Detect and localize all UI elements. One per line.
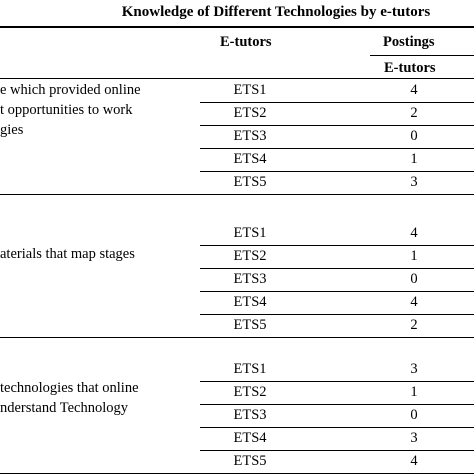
row-rule	[200, 171, 474, 172]
desc-line: technologies that online	[0, 380, 139, 396]
desc-line: e which provided online	[0, 82, 141, 98]
cell-posting-count: 0	[410, 128, 418, 144]
desc-line: nderstand Technology	[0, 400, 128, 416]
row-rule	[200, 314, 474, 315]
top-rule	[0, 26, 474, 28]
row-rule	[200, 245, 474, 246]
group-3-description	[0, 378, 139, 418]
cell-posting-count: 3	[410, 430, 418, 446]
cell-posting-count: 4	[410, 453, 418, 469]
desc-line: t opportunities to work	[0, 102, 133, 118]
cell-posting-count: 4	[410, 294, 418, 310]
cell-posting-count: 1	[410, 248, 418, 264]
group-separator-rule	[0, 337, 474, 338]
cell-etutor: ETS1	[233, 361, 267, 377]
header-etutors: E-tutors	[220, 34, 272, 50]
group-1-description	[0, 80, 141, 140]
cell-etutor: ETS4	[233, 294, 267, 310]
cell-posting-count: 1	[410, 151, 418, 167]
cell-posting-count: 1	[410, 384, 418, 400]
row-rule	[200, 450, 474, 451]
row-rule	[200, 404, 474, 405]
cell-etutor: ETS3	[233, 407, 267, 423]
table-title: Knowledge of Different Technologies by e-tutors	[121, 4, 431, 20]
cell-posting-count: 3	[410, 174, 418, 190]
row-rule	[200, 125, 474, 126]
row-rule	[200, 427, 474, 428]
cell-posting-count: 4	[410, 225, 418, 241]
row-rule	[200, 268, 474, 269]
header-rule	[0, 78, 474, 79]
cell-etutor: ETS3	[233, 271, 267, 287]
cell-etutor: ETS2	[233, 384, 267, 400]
cell-posting-count: 3	[410, 361, 418, 377]
cell-posting-count: 2	[410, 317, 418, 333]
row-rule	[200, 381, 474, 382]
desc-line: aterials that map stages	[0, 246, 135, 262]
cell-etutor: ETS5	[233, 317, 267, 333]
group-separator-rule	[0, 194, 474, 195]
cell-etutor: ETS4	[233, 151, 267, 167]
cell-etutor: ETS3	[233, 128, 267, 144]
row-rule	[200, 291, 474, 292]
cell-etutor: ETS2	[233, 248, 267, 264]
cell-etutor: ETS5	[233, 453, 267, 469]
cell-etutor: ETS2	[233, 105, 267, 121]
header-postings-sub: E-tutors	[384, 60, 436, 76]
cell-posting-count: 2	[410, 105, 418, 121]
cell-etutor: ETS1	[233, 225, 267, 241]
cell-etutor: ETS4	[233, 430, 267, 446]
group-2-description	[0, 244, 135, 264]
row-rule	[200, 102, 474, 103]
cell-posting-count: 0	[410, 271, 418, 287]
cell-posting-count: 4	[410, 82, 418, 98]
desc-line: gies	[0, 122, 24, 138]
header-postings: Postings	[383, 34, 435, 50]
cell-etutor: ETS5	[233, 174, 267, 190]
header-subrule	[370, 55, 474, 56]
row-rule	[200, 148, 474, 149]
cell-etutor: ETS1	[233, 82, 267, 98]
cell-posting-count: 0	[410, 407, 418, 423]
